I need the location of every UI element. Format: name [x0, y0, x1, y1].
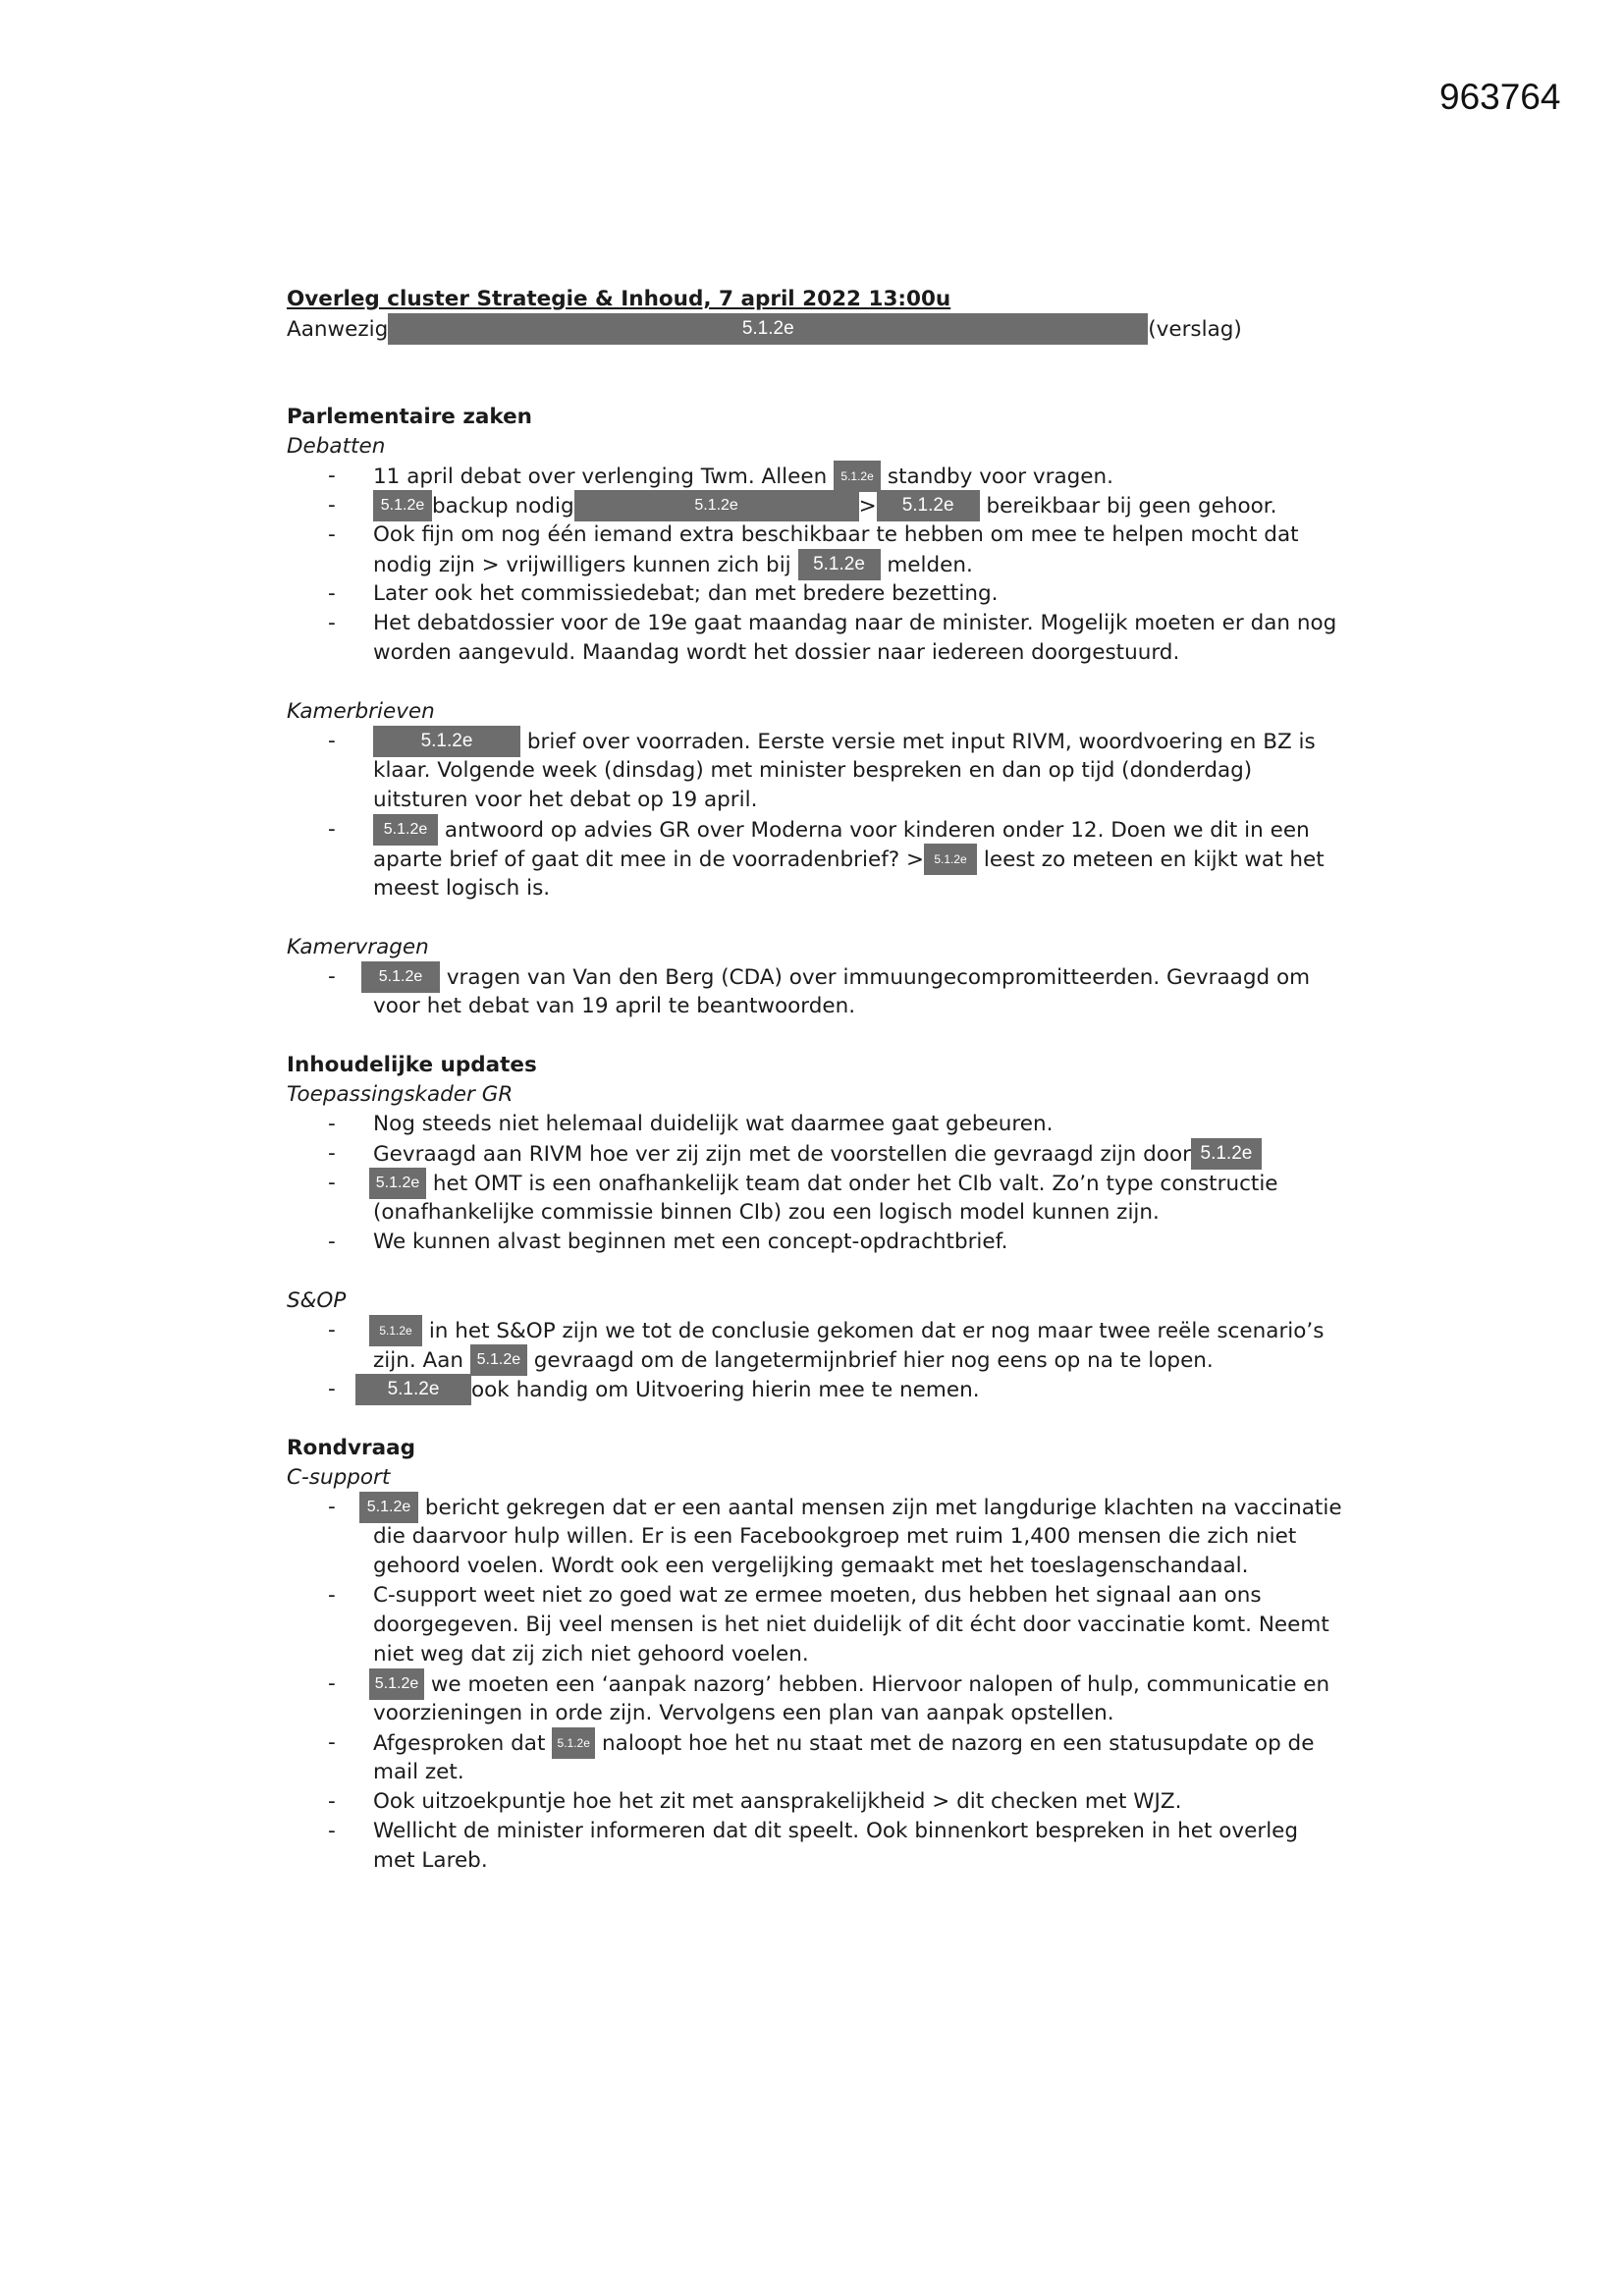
list-item-continued: voorzieningen in orde zijn. Vervolgens een plan van aanpak opstellen.: [373, 1701, 1114, 1725]
section-heading-inhoudelijke-updates: Inhoudelijke updates: [287, 1053, 537, 1077]
bullet-dash: -: [328, 464, 336, 488]
bullet-dash: -: [328, 1789, 336, 1814]
list-item: Ook uitzoekpuntje hoe het zit met aansprakelijkheid > dit checken met WJZ.: [373, 1789, 1182, 1814]
bullet-dash: -: [328, 1495, 336, 1519]
bullet-dash: -: [328, 1730, 336, 1755]
subheading-kamervragen: Kamervragen: [287, 935, 429, 959]
bullet-dash: -: [328, 1230, 336, 1254]
attendees-line: [287, 314, 1242, 344]
list-item: Afgesproken dat 5.1.2e naloopt hoe het nu staat met de nazorg en een statusupdate op de: [373, 1728, 1314, 1758]
bullet-dash: -: [328, 964, 336, 989]
meeting-title: Overleg cluster Strategie & Inhoud, 7 april 2022 13:00u: [287, 287, 951, 311]
bullet-dash: -: [328, 1112, 336, 1136]
bullet-dash: -: [328, 522, 336, 547]
bullet-dash: -: [328, 1318, 336, 1342]
redaction-block: 5.1.2e: [877, 490, 980, 521]
list-item: 11 april debat over verlenging Twm. Alleen 5.1.2e standby voor vragen.: [373, 462, 1113, 491]
bullet-dash: -: [328, 817, 336, 842]
bullet-dash: -: [328, 1583, 336, 1608]
redaction-block: 5.1.2e: [470, 1344, 527, 1376]
list-item-continued: aparte brief of gaat dit mee in de voorradenbrief? > 5.1.2e leest zo meteen en kijkt wat het: [373, 845, 1325, 874]
redaction-block: 5.1.2e: [1191, 1138, 1262, 1170]
list-item-continued: met Lareb.: [373, 1848, 488, 1873]
bullet-dash: -: [328, 1671, 336, 1696]
redaction-block: 5.1.2e: [924, 844, 977, 875]
redaction-block: 5.1.2e: [552, 1727, 595, 1759]
list-item-continued: klaar. Volgende week (dinsdag) met minister bespreken en dan op tijd (donderdag): [373, 758, 1253, 783]
bullet-dash: -: [328, 1171, 336, 1195]
list-item-continued: die daarvoor hulp willen. Er is een Facebookgroep met ruim 1,400 mensen die zich niet: [373, 1524, 1297, 1549]
list-item-continued: voor het debat van 19 april te beantwoorden.: [373, 994, 856, 1018]
list-item-continued: (onafhankelijke commissie binnen CIb) zou een logisch model kunnen zijn.: [373, 1200, 1160, 1225]
list-item: Het debatdossier voor de 19e gaat maandag naar de minister. Mogelijk moeten er dan nog: [373, 611, 1337, 635]
list-item: 5.1.2e backup nodig 5.1.2e > 5.1.2e bereikbaar bij geen gehoor.: [373, 491, 1277, 520]
list-item: Nog steeds niet helemaal duidelijk wat daarmee gaat gebeuren.: [373, 1112, 1054, 1136]
subheading-sop: S&OP: [287, 1288, 347, 1313]
bullet-dash: -: [328, 611, 336, 635]
redaction-block: 5.1.2e: [359, 1492, 418, 1523]
bullet-dash: -: [328, 581, 336, 606]
document-number: 963764: [1439, 77, 1561, 117]
redaction-block: 5.1.2e: [798, 549, 881, 580]
redaction-block: 5.1.2e: [361, 961, 440, 993]
redaction-block: 5.1.2e: [369, 1168, 426, 1199]
bullet-dash: -: [328, 729, 336, 753]
list-item-continued: nodig zijn > vrijwilligers kunnen zich bij 5.1.2e melden.: [373, 550, 973, 579]
attendees-label: Aanwezig: [287, 317, 389, 342]
redaction-block: 5.1.2e: [369, 1668, 424, 1700]
bullet-dash: -: [328, 1141, 336, 1166]
list-item: Gevraagd aan RIVM hoe ver zij zijn met de voorstellen die gevraagd zijn door 5.1.2e: [373, 1139, 1262, 1169]
bullet-dash: -: [328, 1819, 336, 1843]
list-item-continued: meest logisch is.: [373, 876, 551, 901]
list-item: 5.1.2e antwoord op advies GR over Moderna voor kinderen onder 12. Doen we dit in een: [373, 815, 1310, 845]
list-item: C-support weet niet zo goed wat ze ermee moeten, dus hebben het signaal aan ons: [373, 1583, 1262, 1608]
list-item: 5.1.2e het OMT is een onafhankelijk team dat onder het CIb valt. Zo’n type constructie: [369, 1169, 1278, 1198]
list-item: 5.1.2e vragen van Van den Berg (CDA) over immuungecompromitteerden. Gevraagd om: [361, 962, 1310, 992]
redaction-block: 5.1.2e: [373, 490, 432, 521]
subheading-toepassingskader-gr: Toepassingskader GR: [287, 1082, 514, 1107]
list-item: 5.1.2e we moeten een ‘aanpak nazorg’ hebben. Hiervoor nalopen of hulp, communicatie en: [369, 1669, 1329, 1699]
list-item: Ook fijn om nog één iemand extra beschikbaar te hebben om mee te helpen mocht dat: [373, 522, 1299, 547]
bullet-dash: -: [328, 1377, 336, 1401]
redaction-block: 5.1.2e: [355, 1374, 471, 1405]
redaction-block: 5.1.2e: [388, 313, 1148, 345]
list-item: We kunnen alvast beginnen met een concept-opdrachtbrief.: [373, 1230, 1008, 1254]
list-item: 5.1.2e ook handig om Uitvoering hierin mee te nemen.: [355, 1375, 980, 1404]
attendees-suffix: (verslag): [1148, 317, 1242, 342]
list-item: 5.1.2e brief over voorraden. Eerste versie met input RIVM, woordvoering en BZ is: [373, 727, 1316, 756]
redaction-block: 5.1.2e: [574, 490, 859, 521]
list-item-continued: gehoord voelen. Wordt ook een vergelijking gemaakt met het toeslagenschandaal.: [373, 1554, 1249, 1578]
list-item: Later ook het commissiedebat; dan met bredere bezetting.: [373, 581, 999, 606]
list-item-continued: zijn. Aan 5.1.2e gevraagd om de langetermijnbrief hier nog eens op na te lopen.: [373, 1345, 1214, 1375]
list-item-continued: doorgegeven. Bij veel mensen is het niet duidelijk of dit écht door vaccinatie komt. Neemt: [373, 1613, 1329, 1637]
subheading-c-support: C-support: [287, 1465, 391, 1490]
redaction-block: 5.1.2e: [373, 726, 520, 757]
redaction-block: 5.1.2e: [373, 814, 438, 846]
section-heading-rondvraag: Rondvraag: [287, 1436, 416, 1460]
list-item: Wellicht de minister informeren dat dit speelt. Ook binnenkort bespreken in het overleg: [373, 1819, 1299, 1843]
section-heading-parlementaire-zaken: Parlementaire zaken: [287, 405, 532, 429]
list-item-continued: uitsturen voor het debat op 19 april.: [373, 788, 758, 812]
redaction-block: 5.1.2e: [834, 461, 881, 492]
list-item-continued: worden aangevuld. Maandag wordt het dossier naar iedereen doorgestuurd.: [373, 640, 1180, 665]
list-item: 5.1.2e bericht gekregen dat er een aantal mensen zijn met langdurige klachten na vaccinatie: [359, 1493, 1342, 1522]
subheading-kamerbrieven: Kamerbrieven: [287, 699, 435, 724]
bullet-dash: -: [328, 493, 336, 518]
list-item-continued: niet weg dat zij zich niet gehoord voelen.: [373, 1642, 809, 1667]
list-item-continued: mail zet.: [373, 1760, 464, 1784]
redaction-block: 5.1.2e: [369, 1315, 422, 1346]
subheading-debatten: Debatten: [287, 434, 386, 459]
list-item: 5.1.2e in het S&OP zijn we tot de conclusie gekomen dat er nog maar twee reële scenario’s: [369, 1316, 1324, 1345]
